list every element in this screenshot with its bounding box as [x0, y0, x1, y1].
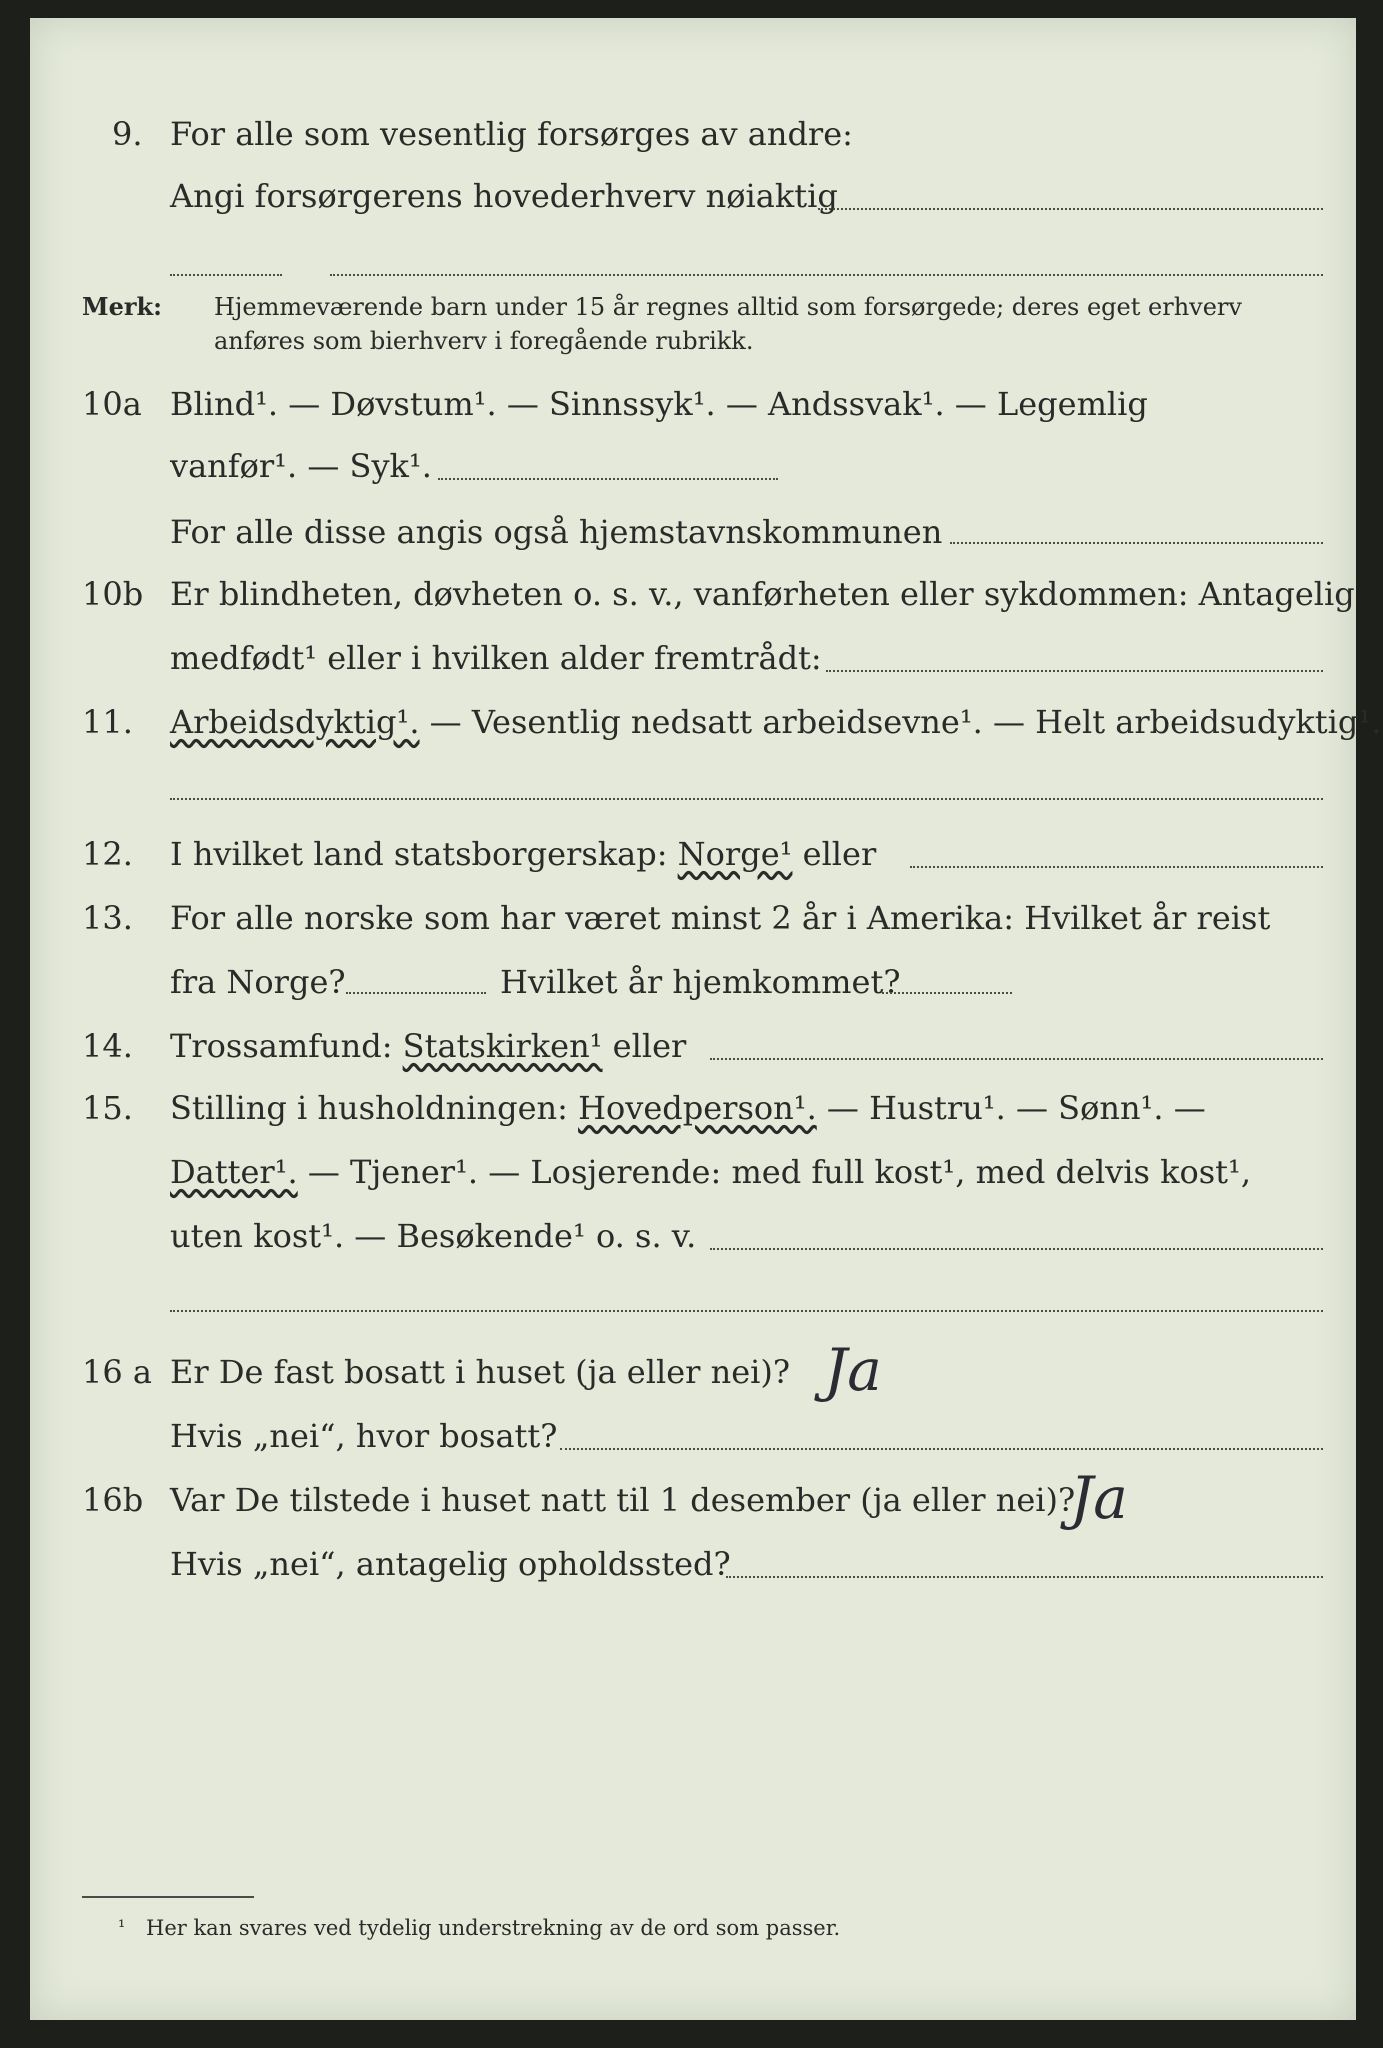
q13-number: 13.: [82, 899, 133, 937]
q16a-residence-field[interactable]: [560, 1448, 1323, 1450]
q12-line: [170, 834, 876, 874]
q16b-handwritten-answer: Ja: [1070, 1464, 1128, 1532]
q13-line1: For alle norske som har været minst 2 år i Amerika: Hvilket år reist: [170, 899, 1271, 937]
q12-answer-field[interactable]: [910, 866, 1323, 868]
q15-line3: uten kost¹. — Besøkende¹ o. s. v.: [170, 1217, 697, 1255]
q10a-sick-field[interactable]: [438, 478, 778, 480]
q11-answer-field[interactable]: [170, 798, 1323, 800]
q14-underlined-option: Statskirken¹: [402, 1027, 603, 1065]
q13-line2a: fra Norge?: [170, 963, 346, 1001]
q16a-number: 16 a: [82, 1353, 152, 1391]
q11-number: 11.: [82, 703, 133, 741]
q12-post: eller: [792, 835, 877, 873]
q10b-line2: medfødt¹ eller i hvilken alder fremtrådt:: [170, 639, 822, 677]
q15-line2: [170, 1152, 1251, 1192]
q9-number: 9.: [112, 115, 143, 153]
q11-underlined-option: Arbeidsdyktig¹.: [170, 703, 420, 741]
q9-answer-field[interactable]: [818, 208, 1323, 210]
q14-line: [170, 1026, 686, 1066]
q15-answer-field-2[interactable]: [170, 1310, 1323, 1312]
footnote-text: Her kan svares ved tydelig understrekning av de ord som passer.: [146, 1916, 841, 1940]
q12-pre: I hvilket land statsborgerskap:: [170, 835, 678, 873]
q14-number: 14.: [82, 1027, 133, 1065]
q15-line1a: Stilling i husholdningen:: [170, 1089, 579, 1127]
q10b-line1: Er blindheten, døvheten o. s. v., vanførheten eller sykdommen: Antagelig: [170, 575, 1355, 613]
q11-line: [170, 702, 1381, 742]
q16a-line1: Er De fast bosatt i huset (ja eller nei)?: [170, 1353, 791, 1391]
q15-answer-field[interactable]: [710, 1248, 1323, 1250]
q10a-line3: For alle disse angis også hjemstavnskommunen: [170, 513, 943, 551]
footnote-mark: ¹: [118, 1917, 126, 1938]
q9-answer-field-2b[interactable]: [330, 274, 1323, 276]
q12-number: 12.: [82, 835, 133, 873]
q14-answer-field[interactable]: [710, 1058, 1323, 1060]
q9-answer-field-2a[interactable]: [170, 274, 282, 276]
footnote-rule: [82, 1896, 254, 1898]
q16b-whereabouts-field[interactable]: [726, 1576, 1323, 1578]
q15-line1: [170, 1088, 1206, 1128]
q15-line2b: — Tjener¹. — Losjerende: med full kost¹, med delvis kost¹,: [297, 1153, 1252, 1191]
q10a-line1: Blind¹. — Døvstum¹. — Sinnssyk¹. — Andssvak¹. — Legemlig: [170, 385, 1148, 423]
q15-number: 15.: [82, 1089, 133, 1127]
q12-underlined-option: Norge¹: [677, 835, 793, 873]
q13-line2b: Hvilket år hjemkommet?: [500, 963, 901, 1001]
q16b-number: 16b: [82, 1481, 144, 1519]
q13-return-year-field[interactable]: [882, 992, 1012, 994]
q16b-line1: Var De tilstede i huset natt til 1 desember (ja eller nei)?: [170, 1481, 1076, 1519]
q13-left-year-field[interactable]: [346, 992, 486, 994]
q11-rest: — Vesentlig nedsatt arbeidsevne¹. — Helt arbeidsudyktig¹.: [419, 703, 1382, 741]
q10a-number: 10a: [82, 385, 142, 423]
merk-label: Merk:: [82, 292, 162, 321]
q15-line1b: — Hustru¹. — Sønn¹. —: [816, 1089, 1206, 1127]
q16a-handwritten-answer: Ja: [824, 1336, 882, 1404]
merk-line1: Hjemmeværende barn under 15 år regnes alltid som forsørgede; deres eget erhverv: [214, 293, 1242, 321]
q10b-answer-field[interactable]: [826, 670, 1323, 672]
q16b-line2: Hvis „nei“, antagelig opholdssted?: [170, 1545, 731, 1583]
q10b-number: 10b: [82, 575, 144, 613]
q10a-line2: vanfør¹. — Syk¹.: [170, 447, 432, 485]
q16a-line2: Hvis „nei“, hvor bosatt?: [170, 1417, 558, 1455]
q14-pre: Trossamfund:: [170, 1027, 403, 1065]
q9-line2: Angi forsørgerens hovederhverv nøiaktig: [170, 177, 838, 215]
census-form-page: [30, 18, 1382, 2020]
q9-line1: For alle som vesentlig forsørges av andre:: [170, 115, 853, 153]
q15-underlined-option-2: Datter¹.: [170, 1153, 298, 1191]
q10a-home-municipality-field[interactable]: [950, 542, 1323, 544]
q15-underlined-option-1: Hovedperson¹.: [578, 1089, 817, 1127]
q14-post: eller: [602, 1027, 687, 1065]
merk-line2: anføres som bierhverv i foregående rubrikk.: [214, 327, 754, 355]
